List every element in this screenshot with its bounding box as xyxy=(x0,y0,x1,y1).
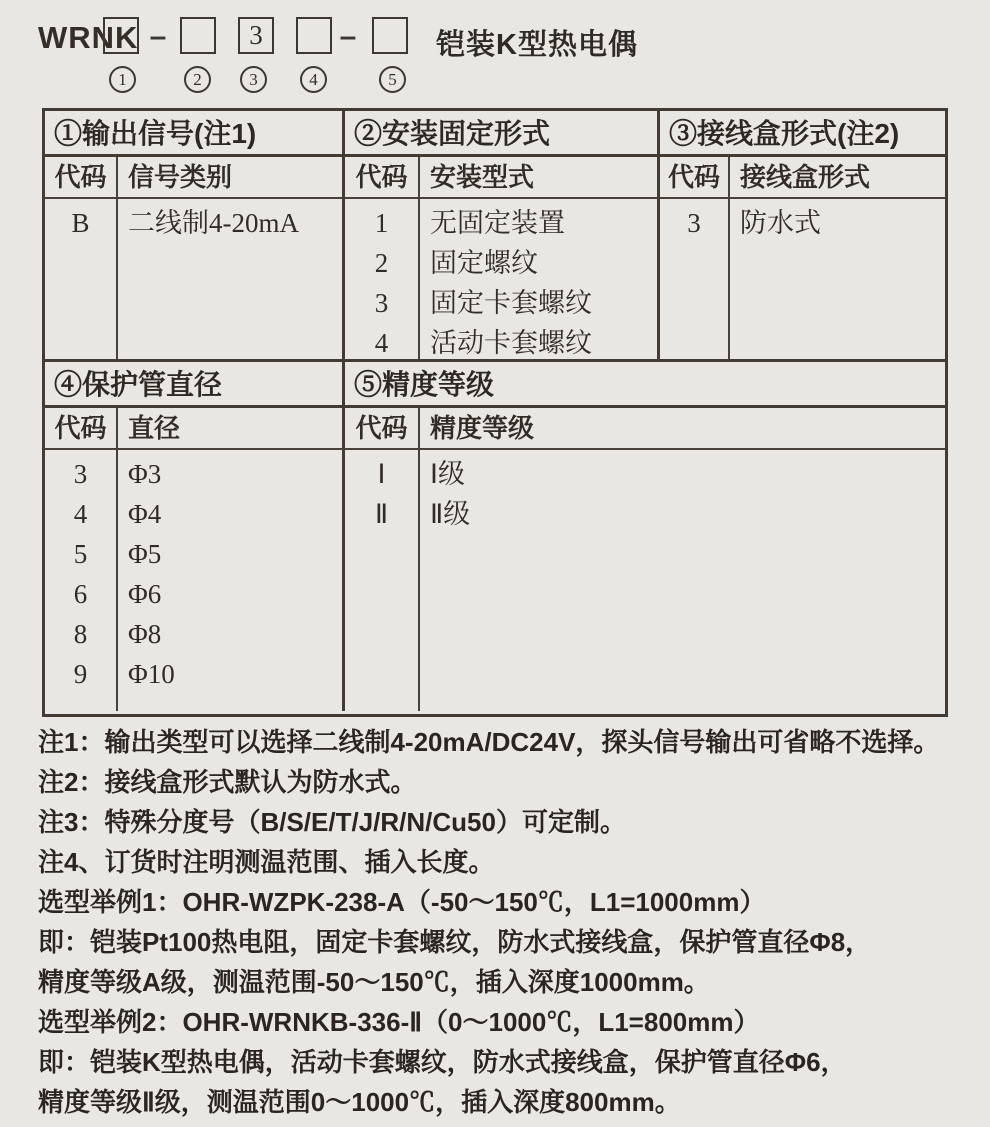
position-marker-2: 2 xyxy=(184,66,211,93)
code-column-mounting xyxy=(345,199,420,359)
notes-block xyxy=(38,722,968,1122)
model-code-area xyxy=(0,0,990,108)
example-2-model: 选型举例2：OHR-WRNKB-336-Ⅱ（0～1000℃，L1=800mm） xyxy=(38,1007,760,1037)
value-cell: Φ3 xyxy=(128,459,162,489)
value-cell: Φ4 xyxy=(128,499,162,529)
code-header-cell: 代码 xyxy=(45,157,118,199)
code-cell: Ⅱ xyxy=(374,499,389,529)
code-cell: B xyxy=(71,208,90,238)
product-title: 铠装K型热电偶 xyxy=(436,29,638,61)
value-cell: 无固定装置 xyxy=(430,208,565,238)
code-cell: 8 xyxy=(73,619,88,649)
group-header-sheath-diameter: ④保护管直径 xyxy=(45,362,345,408)
example-1-model: 选型举例1：OHR-WZPK-238-A（-50～150℃，L1=1000mm） xyxy=(38,887,766,917)
value-cell: 固定卡套螺纹 xyxy=(430,288,592,318)
example-2-desc-2: 精度等级Ⅱ级，测温范围0～1000℃，插入深度800mm。 xyxy=(38,1087,681,1117)
model-code-box-4 xyxy=(296,17,332,54)
value-header-cell: 接线盒形式 xyxy=(730,157,945,199)
model-code-box-3: 3 xyxy=(238,17,274,54)
code-cell: 1 xyxy=(374,208,389,238)
ordering-spec-table xyxy=(42,108,948,717)
model-code-box-1 xyxy=(103,17,139,54)
position-marker-5: 5 xyxy=(379,66,406,93)
code-cell: 6 xyxy=(73,579,88,609)
value-column-sheath-diameter xyxy=(118,450,345,711)
code-cell: 9 xyxy=(73,659,88,689)
value-cell: 防水式 xyxy=(740,208,821,238)
code-cell: 5 xyxy=(73,539,88,569)
code-column-accuracy-class xyxy=(345,450,420,711)
example-2-desc-1: 即：铠装K型热电偶，活动卡套螺纹，防水式接线盒，保护管直径Φ6， xyxy=(38,1047,847,1077)
note-line-3: 注3：特殊分度号（B/S/E/T/J/R/N/Cu50）可定制。 xyxy=(38,807,626,837)
dash-separator: – xyxy=(149,20,167,53)
value-column-junction-box xyxy=(730,199,945,359)
code-header-cell: 代码 xyxy=(345,408,420,450)
code-cell: 2 xyxy=(374,248,389,278)
note-line-4: 注4、订货时注明测温范围、插入长度。 xyxy=(38,847,495,877)
value-cell: Φ8 xyxy=(128,619,162,649)
value-column-mounting xyxy=(420,199,660,359)
code-column-junction-box xyxy=(660,199,730,359)
model-code-box-2 xyxy=(180,17,216,54)
table-section-1 xyxy=(45,111,945,362)
value-header-cell: 精度等级 xyxy=(420,408,945,450)
position-marker-4: 4 xyxy=(300,66,327,93)
value-cell: Φ10 xyxy=(128,659,175,689)
code-cell: Ⅰ xyxy=(377,459,386,489)
note-line-2: 注2：接线盒形式默认为防水式。 xyxy=(38,767,417,797)
value-cell: Φ5 xyxy=(128,539,162,569)
value-cell: Ⅱ级 xyxy=(430,499,471,529)
value-column-accuracy-class xyxy=(420,450,945,711)
code-header-cell: 代码 xyxy=(660,157,730,199)
code-cell: 3 xyxy=(374,288,389,318)
model-prefix: WRNK xyxy=(38,20,139,55)
dash-separator: – xyxy=(339,20,357,53)
code-column-output-signal xyxy=(45,199,118,359)
value-column-output-signal xyxy=(118,199,345,359)
code-cell: 4 xyxy=(374,328,389,358)
position-marker-3: 3 xyxy=(240,66,267,93)
value-cell: 固定螺纹 xyxy=(430,248,538,278)
group-header-junction-box: ③接线盒形式(注2) xyxy=(660,111,945,157)
code-cell: 3 xyxy=(73,459,88,489)
value-cell: 活动卡套螺纹 xyxy=(430,328,592,358)
group-header-accuracy-class: ⑤精度等级 xyxy=(345,362,945,408)
code-header-cell: 代码 xyxy=(45,408,118,450)
value-header-cell: 信号类别 xyxy=(118,157,345,199)
code-cell: 3 xyxy=(687,208,701,238)
example-1-desc-1: 即：铠装Pt100热电阻，固定卡套螺纹，防水式接线盒，保护管直径Φ8， xyxy=(38,927,872,957)
value-cell: Φ6 xyxy=(128,579,162,609)
code-header-cell: 代码 xyxy=(345,157,420,199)
value-cell: Ⅰ级 xyxy=(430,459,465,489)
group-header-mounting: ②安装固定形式 xyxy=(345,111,660,157)
value-cell: 二线制4-20mA xyxy=(128,208,299,238)
position-marker-1: 1 xyxy=(109,66,136,93)
note-line-1: 注1：输出类型可以选择二线制4-20mA/DC24V，探头信号输出可省略不选择。 xyxy=(38,727,940,757)
example-1-desc-2: 精度等级A级，测温范围-50～150℃，插入深度1000mm。 xyxy=(38,967,710,997)
value-header-cell: 直径 xyxy=(118,408,345,450)
code-column-sheath-diameter xyxy=(45,450,118,711)
value-header-cell: 安装型式 xyxy=(420,157,660,199)
group-header-output-signal: ①输出信号(注1) xyxy=(45,111,345,157)
model-code-box-5 xyxy=(372,17,408,54)
code-cell: 4 xyxy=(73,499,88,529)
table-section-2 xyxy=(45,362,945,711)
